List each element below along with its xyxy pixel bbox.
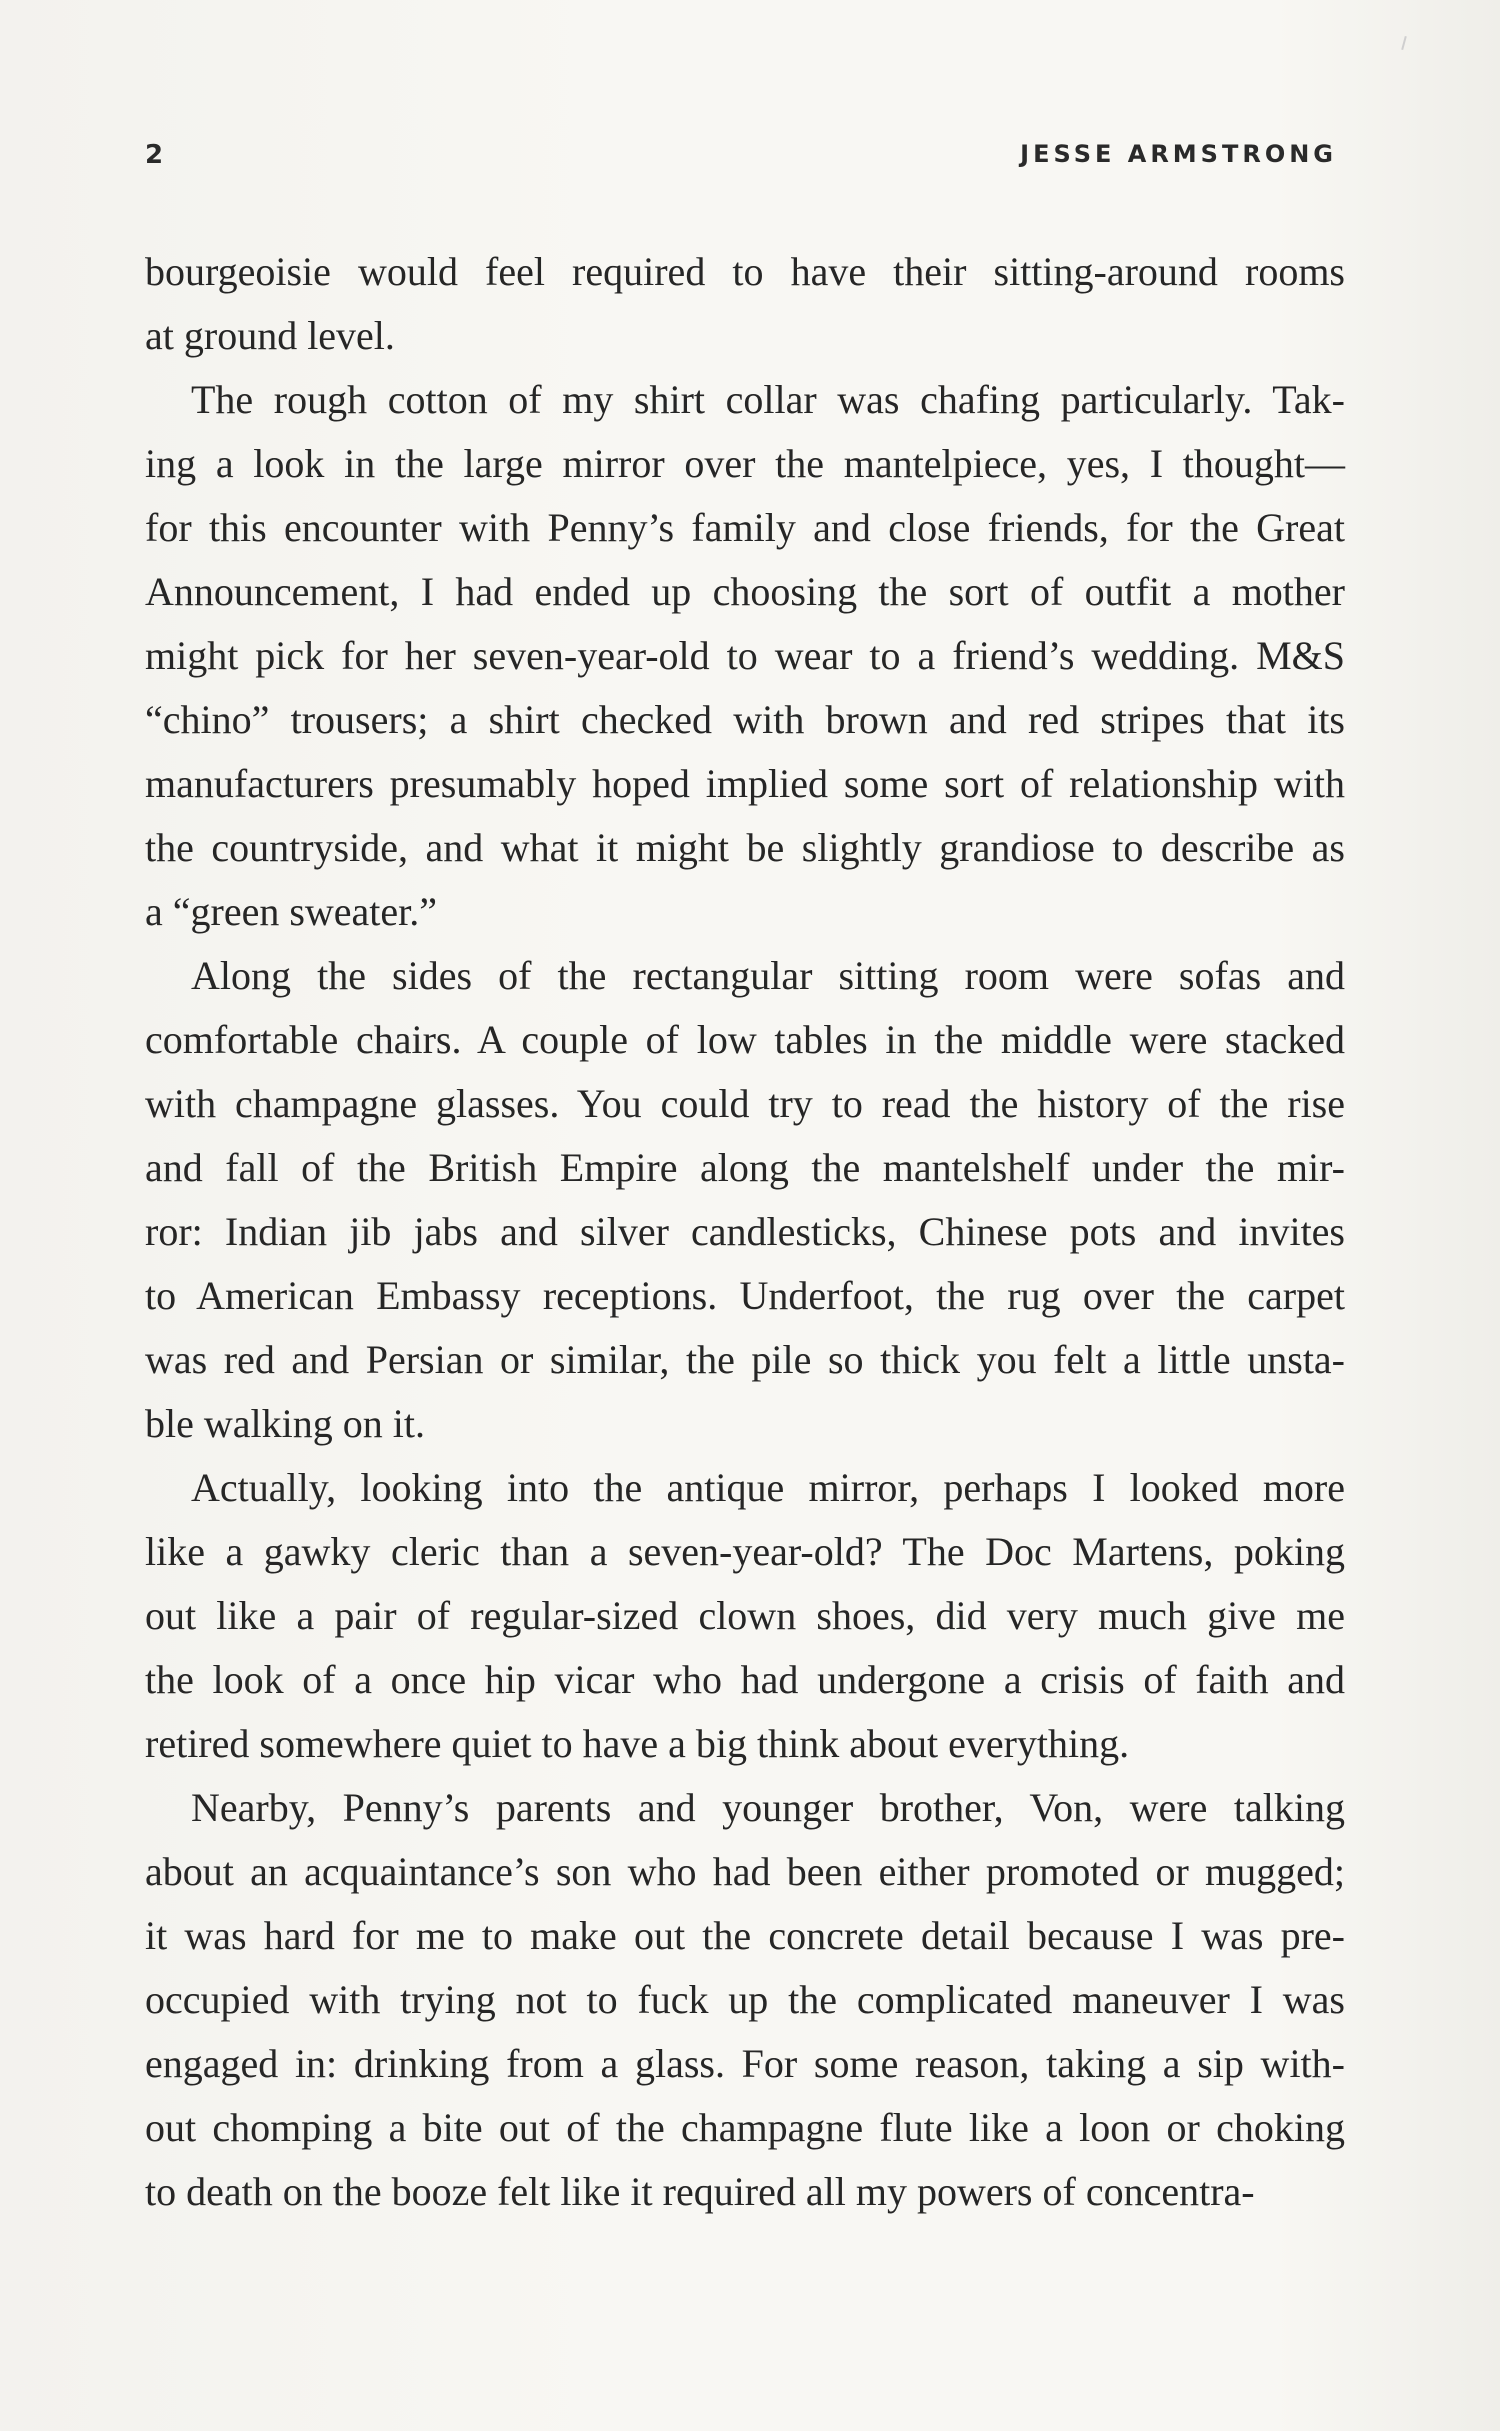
text-line: Nearby, Penny’s parents and younger brother, Von, were talking: [191, 1785, 1345, 1830]
paragraph: [145, 240, 1345, 368]
text-line: for this encounter with Penny’s family and close friends, for the Great: [145, 505, 1345, 550]
text-line: out like a pair of regular-sized clown shoes, did very much give me: [145, 1593, 1345, 1638]
text-line: about an acquaintance’s son who had been either promoted or mugged;: [145, 1849, 1345, 1894]
text-line: Announcement, I had ended up choosing the sort of outfit a mother: [145, 569, 1345, 614]
paragraph: [145, 944, 1345, 1456]
text-line: the countryside, and what it might be slightly grandiose to describe as: [145, 825, 1345, 870]
text-line: it was hard for me to make out the concrete detail because I was pre-: [145, 1913, 1345, 1958]
body-text: [145, 240, 1345, 2224]
page-header: [145, 140, 1337, 180]
text-line: the look of a once hip vicar who had undergone a crisis of faith and: [145, 1657, 1345, 1702]
running-head-author: JESSE ARMSTRONG: [1020, 140, 1337, 168]
text-line: ror: Indian jib jabs and silver candlesticks, Chinese pots and invites: [145, 1209, 1345, 1254]
paragraph: [145, 368, 1345, 944]
text-line: occupied with trying not to fuck up the complicated maneuver I was: [145, 1977, 1345, 2022]
paragraph: [145, 1776, 1345, 2224]
text-line: with champagne glasses. You could try to read the history of the rise: [145, 1081, 1345, 1126]
text-line: out chomping a bite out of the champagne flute like a loon or choking: [145, 2105, 1345, 2150]
text-line: was red and Persian or similar, the pile so thick you felt a little unsta-: [145, 1337, 1345, 1382]
text-line: comfortable chairs. A couple of low tables in the middle were stacked: [145, 1017, 1345, 1062]
text-line: The rough cotton of my shirt collar was chafing particularly. Tak-: [191, 377, 1345, 422]
paragraph: [145, 1456, 1345, 1776]
text-line: Along the sides of the rectangular sitting room were sofas and: [191, 953, 1345, 998]
text-line: a “green sweater.”: [145, 889, 438, 934]
text-line: to death on the booze felt like it required all my powers of concentra-: [145, 2169, 1255, 2214]
text-line: at ground level.: [145, 313, 395, 358]
text-line: Actually, looking into the antique mirror, perhaps I looked more: [191, 1465, 1345, 1510]
text-line: “chino” trousers; a shirt checked with brown and red stripes that its: [145, 697, 1345, 742]
text-line: ble walking on it.: [145, 1401, 425, 1446]
text-line: might pick for her seven-year-old to wear to a friend’s wedding. M&S: [145, 633, 1345, 678]
text-line: bourgeoisie would feel required to have their sitting-around rooms: [145, 249, 1345, 294]
scan-mark: [1401, 36, 1407, 50]
text-line: to American Embassy receptions. Underfoot, the rug over the carpet: [145, 1273, 1345, 1318]
text-line: and fall of the British Empire along the mantelshelf under the mir-: [145, 1145, 1345, 1190]
text-line: retired somewhere quiet to have a big think about everything.: [145, 1721, 1130, 1766]
text-line: engaged in: drinking from a glass. For some reason, taking a sip with-: [145, 2041, 1345, 2086]
text-line: like a gawky cleric than a seven-year-old? The Doc Martens, poking: [145, 1529, 1345, 1574]
page-number: 2: [145, 140, 165, 170]
text-line: ing a look in the large mirror over the mantelpiece, yes, I thought—: [145, 441, 1345, 486]
text-line: manufacturers presumably hoped implied some sort of relationship with: [145, 761, 1345, 806]
